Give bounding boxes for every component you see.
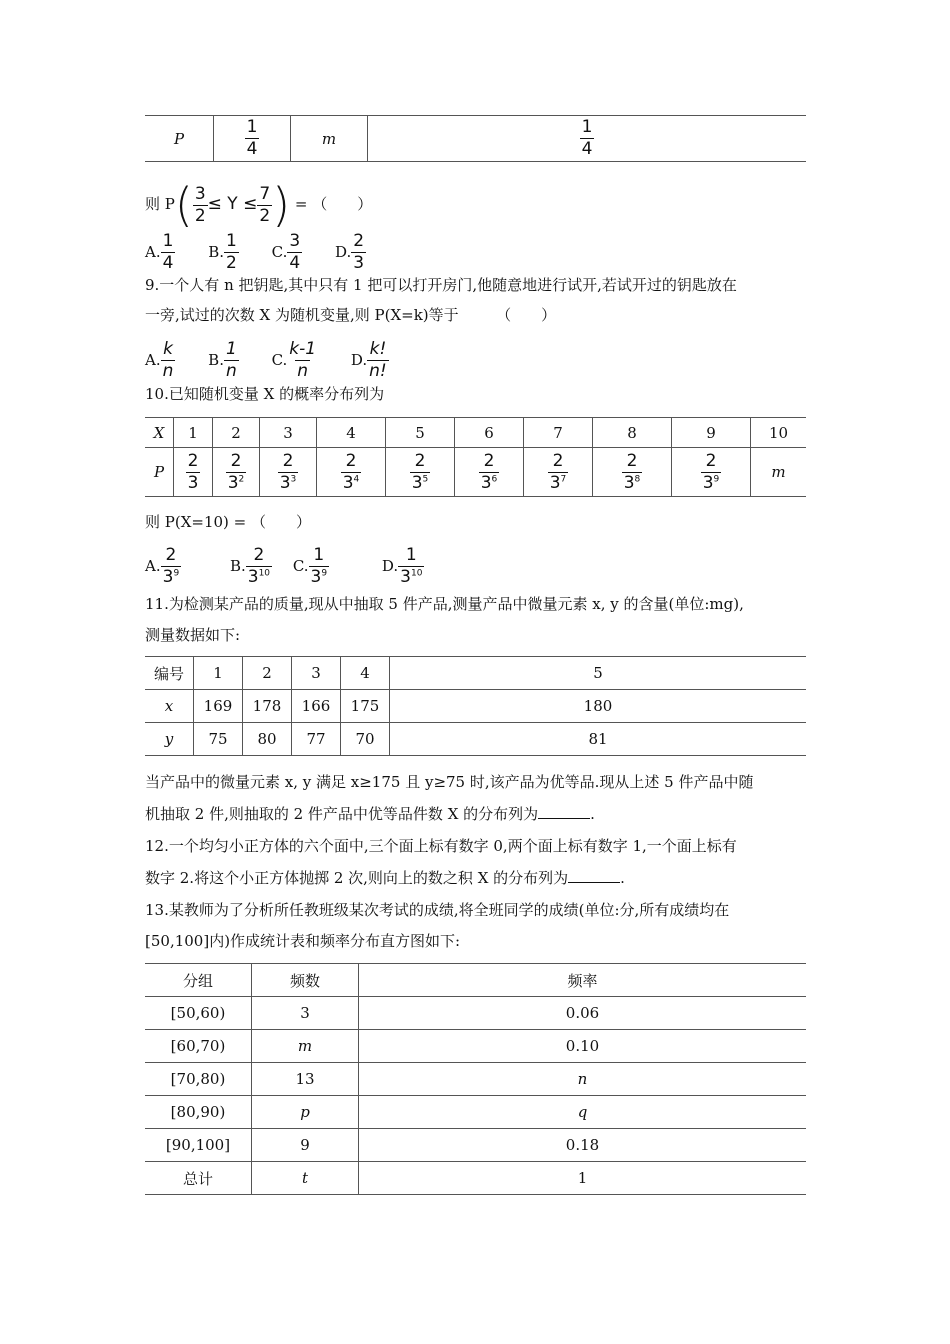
q10-x-value: 1 <box>174 418 213 448</box>
q13-line-2: [50,100]内)作成统计表和频率分布直方图如下: <box>145 932 461 950</box>
q11-header: 1 <box>194 657 243 690</box>
q8-option-a: A. $\frac{1}{4}$ <box>145 230 174 273</box>
q9-option-c: C. $\frac{k-1}{n}$ <box>271 338 317 381</box>
q9-line-1: 9.一个人有 n 把钥匙,其中只有 1 把可以打开房门,他随意地进行试开,若试开过的钥匙放在 <box>145 276 737 294</box>
q13-cell: [90,100] <box>145 1129 252 1162</box>
q11-cell: 166 <box>292 690 341 723</box>
q10-x-value: 9 <box>672 418 751 448</box>
q11-header: 3 <box>292 657 341 690</box>
q11-cell: 80 <box>243 723 292 756</box>
q10-x-value: 6 <box>455 418 524 448</box>
q13-cell: 总计 <box>145 1162 252 1195</box>
q10-option-b: B. $\frac{2}{3^{10}}$ <box>229 544 271 587</box>
q13-line-1: 13.某教师为了分析所任教班级某次考试的成绩,将全班同学的成绩(单位:分,所有成绩均在 <box>145 901 730 919</box>
q11-cell: 175 <box>341 690 390 723</box>
q10-options <box>145 544 452 588</box>
q8-question: 则 P( $\frac{3}{2}$ ≤ Y ≤ $\frac{7}{2}$ ) = （ ） <box>145 178 373 232</box>
q10-x-value: 8 <box>593 418 672 448</box>
q10-p-value: $\frac{2}{3^4}$ <box>317 448 386 497</box>
q8-options <box>145 232 394 272</box>
q10-x-value: 2 <box>213 418 260 448</box>
q10-p-value: $\frac{2}{3}$ <box>174 448 213 497</box>
q9-option-b: B. $\frac{1}{n}$ <box>208 338 237 381</box>
q13-header: 频率 <box>359 964 807 997</box>
q11-header: 4 <box>341 657 390 690</box>
answer-blank <box>568 868 620 883</box>
q13-cell: p <box>252 1096 359 1129</box>
q13-cell: t <box>252 1162 359 1195</box>
q13-cell: 0.18 <box>359 1129 807 1162</box>
q10-x-value: 3 <box>260 418 317 448</box>
q11-data-table <box>145 656 806 756</box>
q13-header: 分组 <box>145 964 252 997</box>
q12-line-2: 数字 2.将这个小正方体抛掷 2 次,则向上的数之积 X 的分布列为 . <box>145 869 625 887</box>
q12-line-1: 12.一个均匀小正方体的六个面中,三个面上标有数字 0,两个面上标有数字 1,一个面上标有 <box>145 837 737 855</box>
q8-cell-2: m <box>291 116 368 162</box>
q13-cell: 9 <box>252 1129 359 1162</box>
q11-line-1: 11.为检测某产品的质量,现从中抽取 5 件产品,测量产品中微量元素 x, y 的含量(单位:mg), <box>145 595 744 613</box>
q11-cell: 77 <box>292 723 341 756</box>
q11-header: 5 <box>390 657 807 690</box>
q10-x-value: 4 <box>317 418 386 448</box>
q11-header: 2 <box>243 657 292 690</box>
q13-cell: [60,70) <box>145 1030 252 1063</box>
q10-x-value: 10 <box>751 418 807 448</box>
q10-x-value: 7 <box>524 418 593 448</box>
q11-cell: x <box>145 690 194 723</box>
q11-cell: 169 <box>194 690 243 723</box>
q13-cell: 0.10 <box>359 1030 807 1063</box>
q13-cell: [50,60) <box>145 997 252 1030</box>
answer-blank <box>538 804 590 819</box>
q10-option-a: A. $\frac{2}{3^9}$ <box>145 544 180 587</box>
q10-p-last: m <box>751 448 807 497</box>
q13-cell: [80,90) <box>145 1096 252 1129</box>
q10-p-value: $\frac{2}{3^5}$ <box>386 448 455 497</box>
q10-p-label: P <box>145 448 174 497</box>
q8-option-d: D. $\frac{2}{3}$ <box>334 230 365 273</box>
q11-line-2: 测量数据如下: <box>145 626 241 644</box>
q13-cell: 0.06 <box>359 997 807 1030</box>
q13-cell: m <box>252 1030 359 1063</box>
q8-p-label: P <box>173 129 185 148</box>
q9-line-2: 一旁,试过的次数 X 为随机变量,则 P(X=k)等于 （ ） <box>145 306 557 324</box>
q8-option-c: C. $\frac{3}{4}$ <box>271 230 301 273</box>
q9-option-d: D. $\frac{k!}{n!}$ <box>350 338 387 381</box>
q11-header: 编号 <box>145 657 194 690</box>
q13-cell: 13 <box>252 1063 359 1096</box>
q11-cell: 180 <box>390 690 807 723</box>
q8-cell-3: $\frac{1}{4}$ <box>368 116 807 162</box>
q10-p-value: $\frac{2}{3^8}$ <box>593 448 672 497</box>
q10-x-value: 5 <box>386 418 455 448</box>
q13-cell: q <box>359 1096 807 1129</box>
q11-cell: y <box>145 723 194 756</box>
q8-cell-1: $\frac{1}{4}$ <box>214 116 291 162</box>
q9-option-a: A. $\frac{k}{n}$ <box>145 338 174 381</box>
q10-p-value: $\frac{2}{3^3}$ <box>260 448 317 497</box>
q11-cell: 75 <box>194 723 243 756</box>
q13-cell: [70,80) <box>145 1063 252 1096</box>
q11-cell: 178 <box>243 690 292 723</box>
q10-question: 则 P(X=10) = （ ） <box>145 513 312 531</box>
q10-p-value: $\frac{2}{3^2}$ <box>213 448 260 497</box>
q8-option-b: B. $\frac{1}{2}$ <box>208 230 237 273</box>
q10-option-d: D. $\frac{1}{3^{10}}$ <box>381 544 423 587</box>
q11-cell: 81 <box>390 723 807 756</box>
q11-cell: 70 <box>341 723 390 756</box>
q11-after-1: 当产品中的微量元素 x, y 满足 x≥175 且 y≥75 时,该产品为优等品.现从上述 5 件产品中随 <box>145 773 754 791</box>
q10-distribution-table <box>145 417 806 497</box>
q9-options <box>145 338 417 382</box>
q10-option-c: C. $\frac{1}{3^9}$ <box>292 544 328 587</box>
q8-probability-table <box>145 115 806 162</box>
q10-intro: 10.已知随机变量 X 的概率分布列为 <box>145 385 385 403</box>
q13-cell: 3 <box>252 997 359 1030</box>
q10-p-value: $\frac{2}{3^7}$ <box>524 448 593 497</box>
q13-cell: n <box>359 1063 807 1096</box>
q10-x-label: X <box>145 418 174 448</box>
q10-p-value: $\frac{2}{3^9}$ <box>672 448 751 497</box>
q13-cell: 1 <box>359 1162 807 1195</box>
q13-frequency-table <box>145 963 806 1195</box>
q10-p-value: $\frac{2}{3^6}$ <box>455 448 524 497</box>
q13-header: 频数 <box>252 964 359 997</box>
q11-after-2: 机抽取 2 件,则抽取的 2 件产品中优等品件数 X 的分布列为 . <box>145 805 595 823</box>
